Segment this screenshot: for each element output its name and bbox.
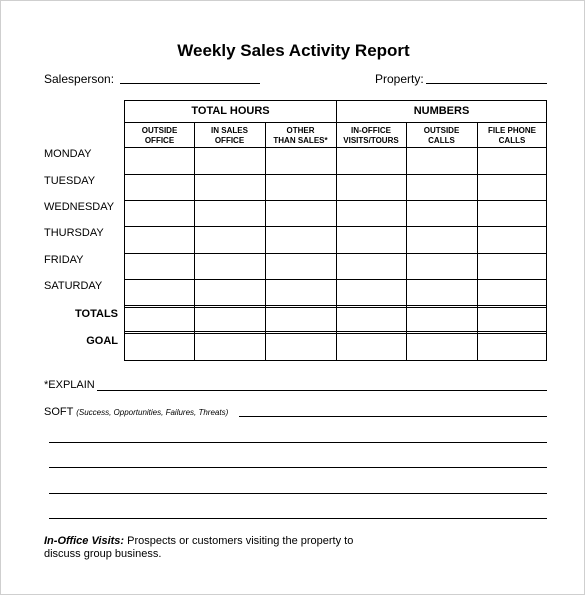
notes-line[interactable] — [49, 442, 547, 443]
page-title: Weekly Sales Activity Report — [177, 41, 410, 60]
property-label: Property: — [375, 72, 424, 86]
row-label-goal: GOAL — [86, 335, 118, 347]
explain-line[interactable] — [97, 390, 547, 391]
col-header-line: OUTSIDE — [423, 126, 460, 135]
col-line — [406, 122, 407, 360]
col-header-outside-calls — [406, 126, 477, 146]
col-line — [265, 122, 266, 360]
property-field[interactable] — [426, 83, 547, 84]
col-line — [194, 122, 195, 360]
notes-line[interactable] — [49, 518, 547, 519]
numbers-header: NUMBERS — [413, 105, 470, 117]
explain-label: *EXPLAIN — [44, 379, 95, 391]
row-label-saturday: SATURDAY — [44, 280, 103, 292]
total-hours-header: TOTAL HOURS — [191, 105, 270, 117]
footnote-text-line2: discuss group business. — [44, 548, 162, 560]
row-label-friday: FRIDAY — [44, 254, 84, 266]
col-header-other-than-sales — [265, 126, 336, 146]
col-header-line: FILE PHONE — [487, 126, 536, 135]
col-header-line: IN SALES — [211, 126, 248, 135]
col-header-file-phone-calls — [477, 126, 547, 146]
footnote-term: In-Office Visits: — [44, 535, 125, 547]
row-label-thursday: THURSDAY — [44, 227, 104, 239]
row-label-totals: TOTALS — [75, 308, 118, 320]
salesperson-field[interactable] — [120, 83, 260, 84]
soft-label: SOFT — [44, 406, 74, 418]
col-header-line: IN-OFFICE — [351, 126, 391, 135]
soft-row — [44, 406, 228, 418]
activity-table — [124, 100, 547, 361]
row-label-tuesday: TUESDAY — [44, 175, 96, 187]
notes-line[interactable] — [49, 493, 547, 494]
salesperson-label: Salesperson: — [44, 72, 115, 86]
row-label-wednesday: WEDNESDAY — [44, 201, 115, 213]
col-header-line: OFFICE — [214, 136, 245, 145]
col-line — [477, 122, 478, 360]
row-label-monday: MONDAY — [44, 148, 92, 160]
col-header-line: CALLS — [498, 136, 526, 145]
col-header-outside-office — [125, 126, 194, 146]
col-header-in-sales-office — [194, 126, 265, 146]
col-header-line: OTHER — [286, 126, 315, 135]
soft-line[interactable] — [239, 416, 547, 417]
col-header-in-office-visits — [336, 126, 406, 146]
soft-hint: (Success, Opportunities, Failures, Threats) — [76, 408, 229, 417]
col-header-line: OUTSIDE — [141, 126, 178, 135]
col-header-line: THAN SALES* — [273, 136, 328, 145]
footnote — [44, 535, 374, 561]
col-header-line: OFFICE — [144, 136, 175, 145]
col-header-line: VISITS/TOURS — [343, 136, 399, 145]
col-header-line: CALLS — [428, 136, 455, 145]
notes-line[interactable] — [49, 467, 547, 468]
footnote-text-line1: Prospects or customers visiting the property to — [127, 535, 354, 547]
